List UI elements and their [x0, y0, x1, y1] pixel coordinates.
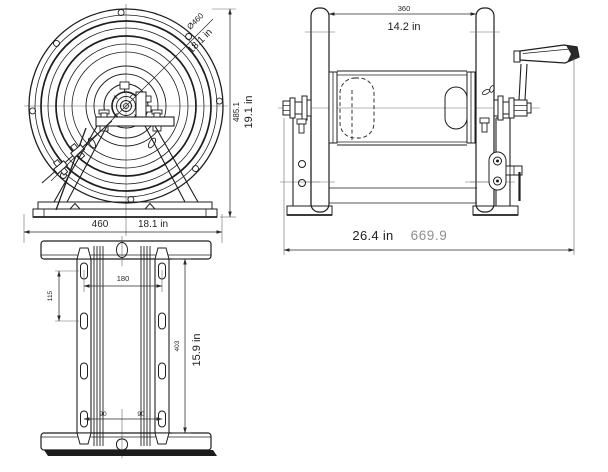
dim-base-offset-right-label: 90: [137, 411, 145, 418]
dim-front-width: [24, 214, 222, 243]
dim-side-drum-mm-label: 360: [397, 4, 411, 13]
rail-slot: [159, 363, 166, 379]
left-flange: [311, 8, 329, 212]
hose-guide-arm: [42, 121, 112, 210]
right-bracket: [473, 118, 522, 215]
dim-front-diameter-mm-label: Ø460: [185, 11, 206, 32]
left-axle-hub: [283, 96, 311, 133]
crank-bolt: [514, 51, 520, 62]
dim-base-length-in-label: 15.9 in: [191, 333, 203, 367]
base-bottom-plate: [41, 433, 217, 456]
left-post: [287, 115, 332, 215]
dim-front-height-mm-label: 485.1: [232, 101, 241, 123]
dim-side-overall-width: [284, 58, 574, 255]
dim-side-overall-in-label: 26.4 in: [352, 228, 394, 243]
base-view: [41, 236, 217, 458]
base-top-plate: [41, 241, 211, 259]
guide-roller-bolt-1: [67, 141, 87, 162]
wing-nut: [482, 88, 491, 95]
dim-front-width-in-label: 18.1 in: [137, 219, 169, 230]
dim-front-height: [212, 9, 255, 217]
lock-bracket: [489, 152, 506, 190]
side-view: [278, 4, 579, 255]
dim-front-width-mm-label: 460: [91, 219, 109, 230]
rail-slot: [81, 313, 88, 329]
bottom-shadow: [44, 450, 217, 456]
dim-side-drum-width: [329, 4, 476, 33]
stand-base: [33, 202, 217, 217]
rail-slot: [159, 313, 166, 329]
hub-top-fitting: [120, 82, 129, 89]
dim-side-drum-in-label: 14.2 in: [387, 21, 421, 33]
dim-base-slot-pitch: [47, 271, 79, 321]
dim-base-length-mm-label: 403: [174, 340, 181, 352]
dim-side-overall-mm-label: 669.9: [410, 228, 448, 243]
dim-front-height-in-label: 19.1 in: [243, 95, 255, 129]
dim-base-rail-pitch-label: 180: [116, 274, 130, 283]
front-view: [24, 4, 255, 243]
dim-base-slot-pitch-label: 115: [47, 290, 54, 302]
dim-base-offset-left-label: 90: [99, 411, 107, 418]
right-rail: [141, 246, 169, 446]
bearing-mount-plate: [96, 110, 174, 131]
rail-slot: [81, 363, 88, 379]
crank-handle: [514, 45, 579, 100]
dim-base-length: [172, 259, 203, 433]
dim-front-diameter-in-label: 18.1 in: [185, 26, 215, 56]
right-axle-hub: [480, 85, 531, 132]
hub-side-bracket: [136, 92, 146, 117]
